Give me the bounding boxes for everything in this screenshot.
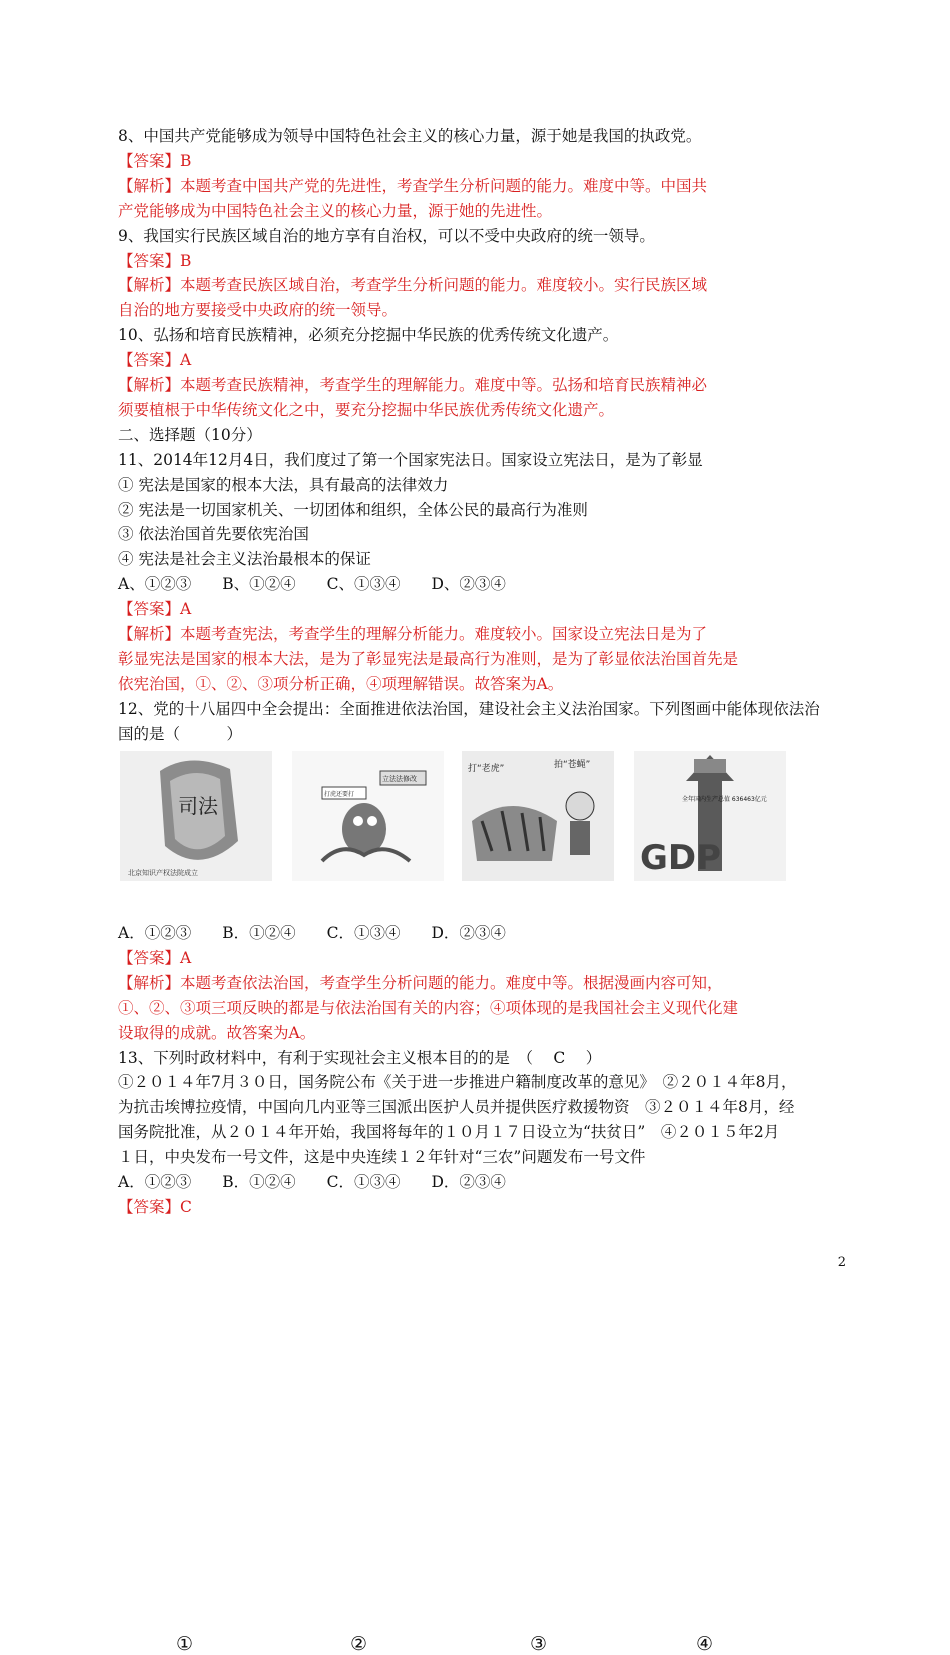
answer-text-line: 【解析】本题考查民族区域自治，考查学生分析问题的能力。难度较小。实行民族区域: [118, 276, 708, 295]
cartoon-2-subtitle: 打虎还要打: [324, 791, 355, 798]
answer-text-line: 设取得的成就。故答案为A。: [118, 1023, 316, 1042]
cartoon-2-label: ②: [350, 1633, 368, 1655]
cartoon-2-caption: 立法法修改: [382, 775, 417, 783]
cartoon-4-label: ④: [696, 1633, 714, 1655]
question-text-line: 11、2014年12月4日，我们度过了第一个国家宪法日。国家设立宪法日，是为了彰显: [118, 450, 703, 469]
answer-text-line: 依宪治国，①、②、③项分析正确，④项理解错误。故答案为A。: [118, 674, 564, 693]
question-text-line: 9、我国实行民族区域自治的地方享有自治权，可以不受中央政府的统一领导。: [118, 226, 655, 245]
answer-text-line: 【答案】B: [118, 251, 192, 270]
answer-text-line: 【解析】本题考查依法治国，考查学生分析问题的能力。难度中等。根据漫画内容可知，: [118, 973, 723, 992]
question-text-line: ④ 宪法是社会主义法治最根本的保证: [118, 550, 371, 569]
cartoon-1-subtitle: 北京知识产权法院成立: [128, 869, 198, 877]
cartoon-4-caption: GDP: [640, 838, 722, 878]
answer-text-line: ①、②、③项三项反映的都是与依法治国有关的内容；④项体现的是我国社会主义现代化建: [118, 998, 739, 1017]
answer-text-line: 彰显宪法是国家的根本大法，是为了彰显宪法是最高行为准则，是为了彰显依法治国首先是: [118, 649, 739, 668]
question-text-line: A、①②③ B、①②④ C、①③④ D、②③④: [118, 575, 506, 594]
answer-text-line: 【答案】A: [118, 600, 192, 619]
answer-text-line: 【解析】本题考查宪法，考查学生的理解分析能力。难度较小。国家设立宪法日是为了: [118, 625, 708, 643]
cartoon-1-image: [120, 751, 272, 881]
cartoon-3-label: ③: [530, 1633, 548, 1655]
answer-text-line: 【答案】C: [118, 1197, 192, 1216]
question-text-line: 国务院批准，从２０１４年开始，我国将每年的１０月１７日设立为“扶贫日” ④２０１５年2月: [118, 1123, 780, 1142]
question-text-line: A．①②③ B．①②④ C．①③④ D．②③④: [118, 924, 506, 942]
question-text-line: 13、下列时政材料中，有利于实现社会主义根本目的的是 （ C ）: [118, 1048, 602, 1067]
cartoon-3-image: [462, 751, 614, 881]
question-text-line: 二、选择题（10分）: [118, 425, 262, 444]
question-text-line: 国的是（ ）: [118, 724, 243, 743]
answer-text-line: 【解析】本题考查民族精神，考查学生的理解能力。难度中等。弘扬和培育民族精神必: [118, 376, 708, 394]
question-text-line: １日，中央发布一号文件，这是中央连续１２年针对“三农”问题发布一号文件: [118, 1148, 646, 1167]
cartoon-4-subtitle: 全年国内生产总值 636463亿元: [682, 796, 767, 803]
cartoon-1-label: ①: [176, 1633, 194, 1655]
answer-text-line: 自治的地方要接受中央政府的统一领导。: [118, 301, 398, 320]
question-text-line: ③ 依法治国首先要依宪治国: [118, 525, 309, 544]
cartoon-3-subtitle: 拍“苍蝇”: [554, 760, 591, 770]
question-text-line: 12、党的十八届四中全会提出：全面推进依法治国，建设社会主义法治国家。下列图画中能体现依法治: [118, 699, 820, 718]
answer-text-line: 【答案】A: [118, 948, 192, 967]
cartoon-4-image: [634, 751, 786, 881]
answer-text-line: 【解析】本题考查中国共产党的先进性，考查学生分析问题的能力。难度中等。中国共: [118, 176, 708, 195]
answer-text-line: 须要植根于中华传统文化之中，要充分挖掘中华民族优秀传统文化遗产。: [118, 400, 615, 419]
answer-text-line: 产党能够成为中国特色社会主义的核心力量，源于她的先进性。: [118, 201, 553, 220]
question-text-line: 为抗击埃博拉疫情，中国向几内亚等三国派出医护人员并提供医疗救援物资 ③２０１４年8月，经: [118, 1098, 795, 1117]
cartoon-2-image: [292, 751, 444, 881]
cartoon-1-caption: 司法: [178, 794, 218, 818]
question-text-line: A．①②③ B．①②④ C．①③④ D．②③④: [118, 1173, 506, 1191]
cartoon-3-caption: 打“老虎”: [468, 764, 505, 774]
answer-text-line: 【答案】A: [118, 351, 192, 370]
question-text-line: ② 宪法是一切国家机关、一切团体和组织，全体公民的最高行为准则: [118, 500, 588, 519]
answer-text-line: 【答案】B: [118, 151, 192, 170]
question-text-line: 10、弘扬和培育民族精神，必须充分挖掘中华民族的优秀传统文化遗产。: [118, 326, 619, 345]
page-number: 2: [837, 1255, 846, 1270]
question-text-line: ①２０１４年7月３０日，国务院公布《关于进一步推进户籍制度改革的意见》 ②２０１４年8月，: [118, 1073, 797, 1092]
question-text-line: 8、中国共产党能够成为领导中国特色社会主义的核心力量，源于她是我国的执政党。: [118, 127, 702, 145]
question-text-line: ① 宪法是国家的根本大法，具有最高的法律效力: [118, 475, 449, 494]
